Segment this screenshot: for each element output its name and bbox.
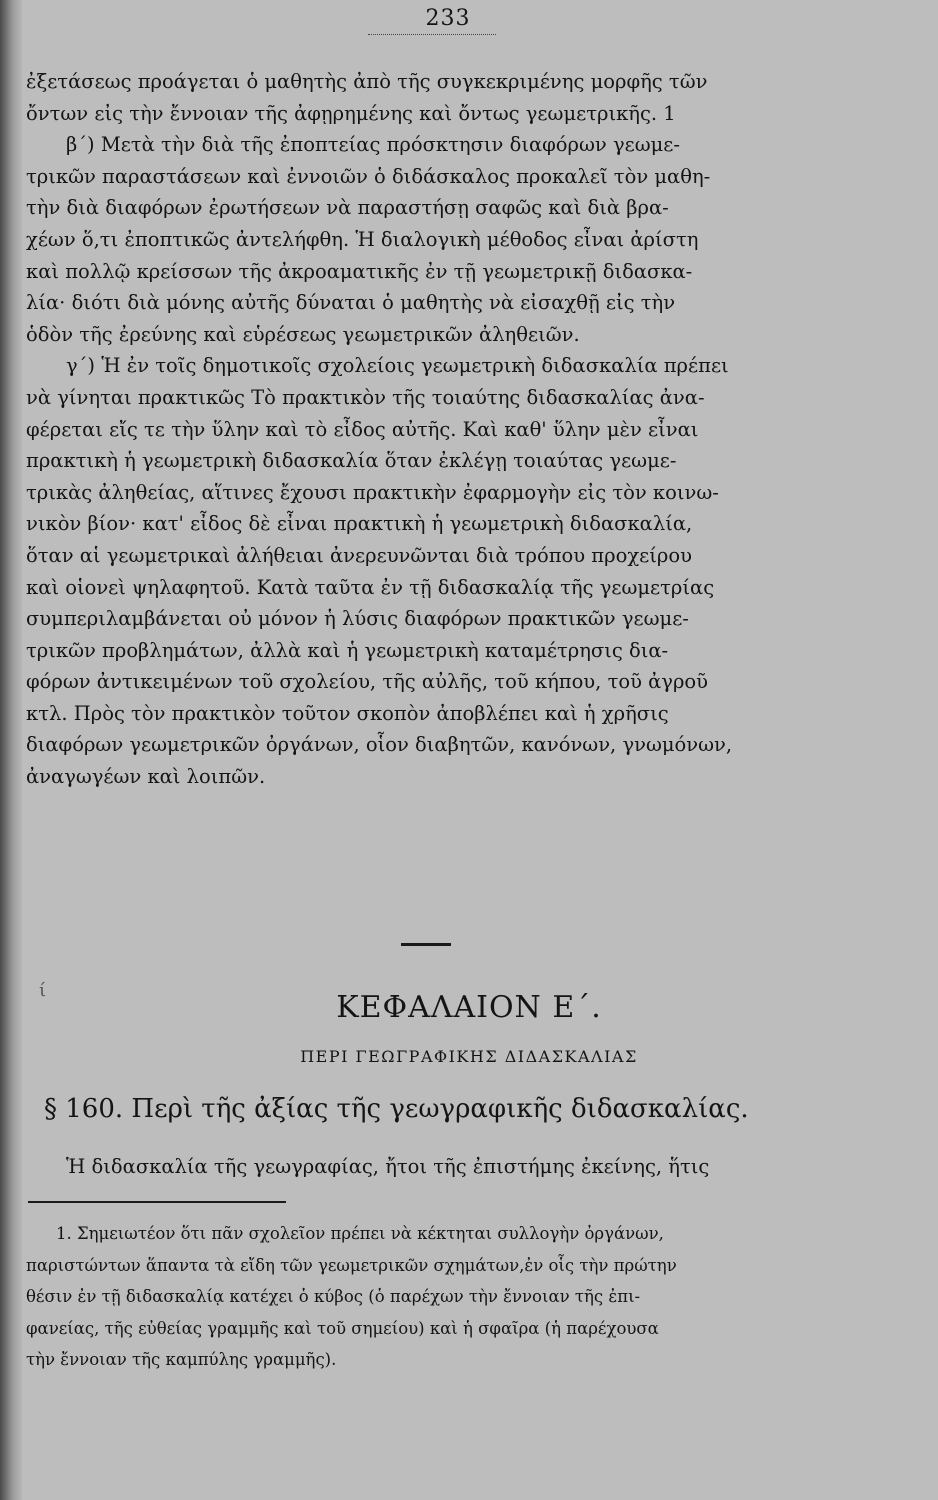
body-line: τὴν διὰ διαφόρων ἐρωτήσεων νὰ παραστήσῃ σαφῶς καὶ διὰ βρα-	[26, 196, 669, 220]
footnote-line: θέσιν ἐν τῇ διδασκαλίᾳ κατέχει ὁ κύβος (ὁ παρέχων τὴν ἔννοιαν τῆς ἐπι-	[26, 1287, 641, 1307]
body-line: συμπεριλαμβάνεται οὐ μόνον ἡ λύσις διαφόρων πρακτικῶν γεωμε-	[26, 607, 689, 631]
body-line: κτλ. Πρὸς τὸν πρακτικὸν τοῦτον σκοπὸν ἀποβλέπει καὶ ἡ χρῆσις	[26, 701, 669, 725]
body-text	[26, 66, 836, 793]
footnote-line: παριστώντων ἅπαντα τὰ εἴδη τῶν γεωμετρικῶν σχημάτων,ἐν οἷς τὴν πρώτην	[26, 1255, 677, 1275]
section-heading: § 160. Περὶ τῆς ἀξίας τῆς γεωγραφικῆς διδασκαλίας.	[44, 1094, 749, 1124]
body-line: φόρων ἀντικειμένων τοῦ σχολείου, τῆς αὐλῆς, τοῦ κήπου, τοῦ ἀγροῦ	[26, 670, 709, 694]
body-line: φέρεται εἴς τε τὴν ὕλην καὶ τὸ εἶδος αὐτῆς. Καὶ καθ' ὕλην μὲν εἶναι	[26, 417, 699, 441]
stray-ink-mark: ί	[39, 980, 47, 1001]
page-number-rule	[368, 34, 496, 35]
body-line: ἐξετάσεως προάγεται ὁ μαθητὴς ἀπὸ τῆς συγκεκριμένης μορφῆς τῶν	[26, 70, 708, 93]
body-line: καὶ οἱονεὶ ψηλαφητοῦ. Κατὰ ταῦτα ἐν τῇ διδασκαλίᾳ τῆς γεωμετρίας	[26, 575, 715, 599]
section-first-line: Ἡ διδασκαλία τῆς γεωγραφίας, ἤτοι τῆς ἐπιστήμης ἐκείνης, ἥτις	[66, 1155, 710, 1178]
body-line: ὁδὸν τῆς ἐρεύνης καὶ εὑρέσεως γεωμετρικῶν ἀληθειῶν.	[26, 322, 580, 346]
chapter-title: ΚΕΦΑΛΑΙΟΝ Ε΄.	[336, 990, 602, 1025]
body-line: τρικῶν προβλημάτων, ἀλλὰ καὶ ἡ γεωμετρικὴ καταμέτρησις δια-	[26, 638, 669, 662]
body-line: χέων ὅ,τι ἐποπτικῶς ἀντελήφθη. Ἡ διαλογικὴ μέθοδος εἶναι ἀρίστη	[26, 227, 699, 251]
body-line: ἀναγωγέων καὶ λοιπῶν.	[26, 765, 266, 789]
page-number: 233	[425, 6, 471, 31]
body-line: πρακτικὴ ἡ γεωμετρικὴ διδασκαλία ὅταν ἐκλέγῃ τοιαύτας γεωμε-	[26, 449, 677, 473]
footnote-line: 1. Σημειωτέον ὅτι πᾶν σχολεῖον πρέπει νὰ κέκτηται συλλογὴν ὀργάνων,	[56, 1224, 664, 1243]
chapter-subtitle: ΠΕΡΙ ΓΕΩΓΡΑΦΙΚΗΣ ΔΙΔΑΣΚΑΛΙΑΣ	[300, 1047, 638, 1066]
body-line: λία· διότι διὰ μόνης αὐτῆς δύναται ὁ μαθητὴς νὰ εἰσαχθῇ εἰς τὴν	[26, 291, 676, 315]
footnote-line: φανείας, τῆς εὐθείας γραμμῆς καὶ τοῦ σημείου) καὶ ἡ σφαῖρα (ἡ παρέχουσα	[26, 1318, 659, 1338]
body-line: καὶ πολλῷ κρείσσων τῆς ἀκροαματικῆς ἐν τῇ γεωμετρικῇ διδασκα-	[26, 259, 693, 283]
footnote	[26, 1218, 846, 1376]
section-separator	[401, 943, 451, 946]
body-line: τρικὰς ἀληθείας, αἵτινες ἔχουσι πρακτικὴν ἐφαρμογὴν εἰς τὸν κοινω-	[26, 480, 719, 504]
body-line: νικὸν βίον· κατ' εἶδος δὲ εἶναι πρακτικὴ ἡ γεωμετρικὴ διδασκαλία,	[26, 512, 693, 536]
body-line: διαφόρων γεωμετρικῶν ὀργάνων, οἷον διαβητῶν, κανόνων, γνωμόνων,	[26, 733, 733, 757]
body-line: β΄) Μετὰ τὴν διὰ τῆς ἐποπτείας πρόσκτησιν διαφόρων γεωμε-	[66, 133, 680, 157]
body-line: νὰ γίνηται πρακτικῶς Τὸ πρακτικὸν τῆς τοιαύτης διδασκαλίας ἀνα-	[26, 385, 705, 409]
body-line: ὅταν αἱ γεωμετρικαὶ ἀλήθειαι ἀνερευνῶνται διὰ τρόπου προχείρου	[26, 543, 692, 567]
binding-gutter	[0, 0, 22, 1500]
footnote-rule	[28, 1201, 286, 1203]
footnote-line: τὴν ἔννοιαν τῆς καμπύλης γραμμῆς).	[26, 1350, 337, 1370]
body-line: ὄντων εἰς τὴν ἔννοιαν τῆς ἀφῃρημένης καὶ ὄντως γεωμετρικῆς. 1	[26, 101, 676, 125]
body-line: τρικῶν παραστάσεων καὶ ἐννοιῶν ὁ διδάσκαλος προκαλεῖ τὸν μαθη-	[26, 164, 711, 188]
body-line: γ΄) Ἡ ἐν τοῖς δημοτικοῖς σχολείοις γεωμετρικὴ διδασκαλία πρέπει	[66, 354, 729, 378]
